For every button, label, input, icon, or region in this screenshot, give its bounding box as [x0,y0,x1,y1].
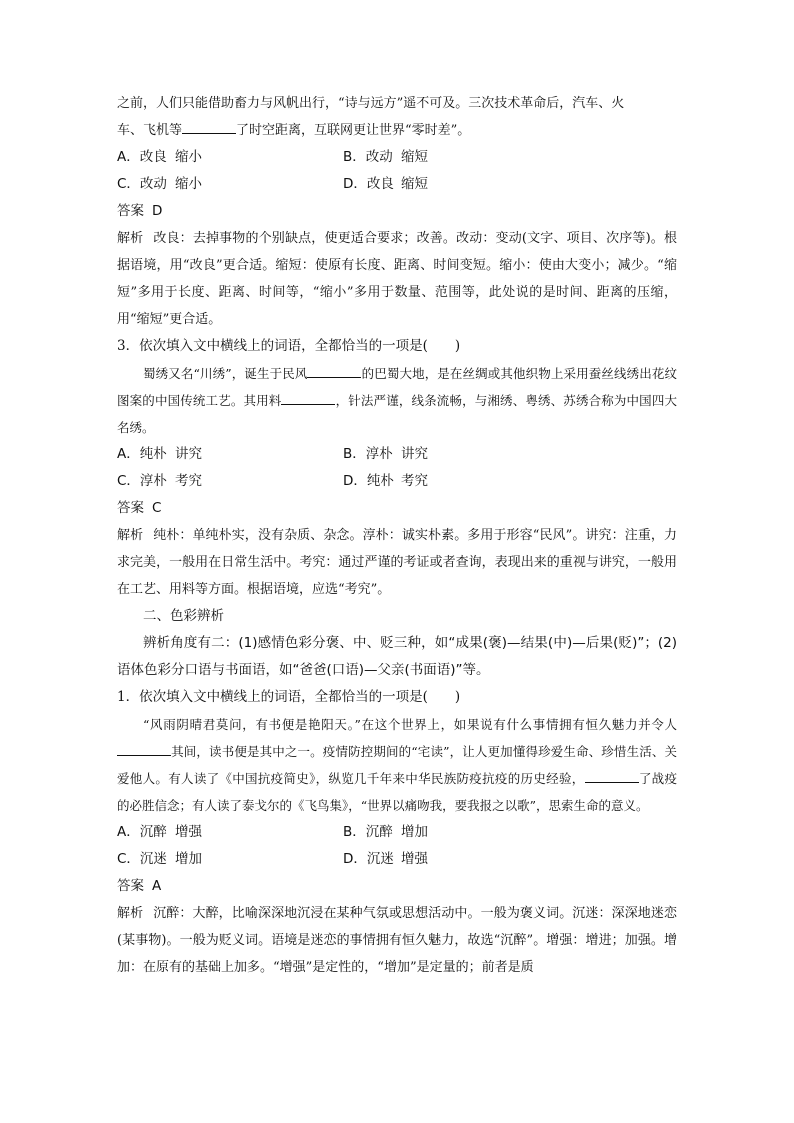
fill-blank [182,120,236,134]
option-c: C．淳朴 考究 [117,473,202,489]
fill-blank [117,742,171,756]
q1-analysis: 解析 沉醉：大醉，比喻深深地沉浸在某种气氛或思想活动中。一般为褒义词。沉迷：深深地迷恋(某事物)。一般为贬义词。语境是迷恋的事情拥有恒久魅力，故选“沉醉”。增强：增进；加强。增加：在原有的基础上加多。“增强”是定性的，“增加”是定量的；前者是质 [117,906,677,975]
q2-options-row2 [117,171,677,198]
q3-analysis: 解析 纯朴：单纯朴实，没有杂质、杂念。淳朴：诚实朴素。多用于形容“民风”。讲究：注重，力求完美，一般用在日常生活中。考究：通过严谨的考证或者查询，表现出来的重视与讲究，一般用在工艺、用料等方面。根据语境，应选“考究”。 [117,528,677,597]
option-c: C．沉迷 增加 [117,851,202,867]
q3-options-row2 [117,468,677,495]
fill-blank [307,364,361,378]
q3-answer: 答案 C [117,500,162,516]
q2-options-row1 [117,144,677,171]
q2-answer: 答案 D [117,203,163,219]
q1-stem: 1．依次填入文中横线上的词语，全都恰当的一项是( ) [117,689,461,705]
fill-blank [281,391,335,405]
option-d: D．改良 缩短 [343,176,428,192]
q1-options-row2 [117,846,677,873]
option-b: B．淳朴 讲究 [343,446,428,462]
prev-passage-line2: 车、飞机等 了时空距离，互联网更让世界“零时差”。 [117,117,677,144]
q1-passage: “风雨阴晴君莫问，有书便是艳阳天。”在这个世界上，如果说有什么事情拥有恒久魅力并令人其间，读书便是其中之一。疫情防控期间的“宅读”，让人更加懂得珍爱生命、珍惜生活、关爱他人。有人读了《中国抗疫简史》，纵览几千年来中华民族防疫抗疫的历史经验， 了战疫的必胜信念；有人读了泰戈尔的《飞鸟集》，“世界以痛吻我，要我报之以歌”，思索生命的意义。 [117,717,677,813]
option-c: C．改动 缩小 [117,176,202,192]
option-b: B．改动 缩短 [343,149,428,165]
prev-passage-line1: 之前，人们只能借助畜力与风帆出行，“诗与远方”遥不可及。三次技术革命后，汽车、火 [117,96,625,111]
q2-analysis: 解析 改良：去掉事物的个别缺点，使更适合要求；改善。改动：变动(文字、项目、次序等)。根据语境，用“改良”更合适。缩短：使原有长度、距离、时间变短。缩小：使由大变小；减少。“缩短”多用于长度、距离、时间等，“缩小”多用于数量、范围等，此处说的是时间、距离的压缩，用“缩短”更合适。 [117,231,677,327]
option-d: D．沉迷 增强 [343,851,428,867]
q3-options-row1 [117,441,677,468]
option-a: A．纯朴 讲究 [117,446,202,462]
fill-blank [585,769,639,783]
option-a: A．沉醉 增强 [117,824,202,840]
section-intro: 辨析角度有二：(1)感情色彩分褒、中、贬三种，如“成果(褒)—结果(中)—后果(贬)”；(2)语体色彩分口语与书面语，如“爸爸(口语)—父亲(书面语)”等。 [117,635,677,678]
option-a: A．改良 缩小 [117,149,202,165]
q3-passage: 蜀绣又名“川绣”，诞生于民风 的巴蜀大地，是在丝绸或其他织物上采用蚕丝线绣出花纹图案的中国传统工艺。其用料 ，针法严谨，线条流畅，与湘绣、粤绣、苏绣合称为中国四大名绣。 [117,366,677,435]
q1-answer: 答案 A [117,878,162,894]
q1-options-row1 [117,819,677,846]
q3-stem: 3．依次填入文中横线上的词语，全都恰当的一项是( ) [117,338,461,354]
document-page [117,90,677,981]
option-b: B．沉醉 增加 [343,824,428,840]
option-d: D．纯朴 考究 [343,473,428,489]
section-heading: 二、色彩辨析 [143,608,224,624]
